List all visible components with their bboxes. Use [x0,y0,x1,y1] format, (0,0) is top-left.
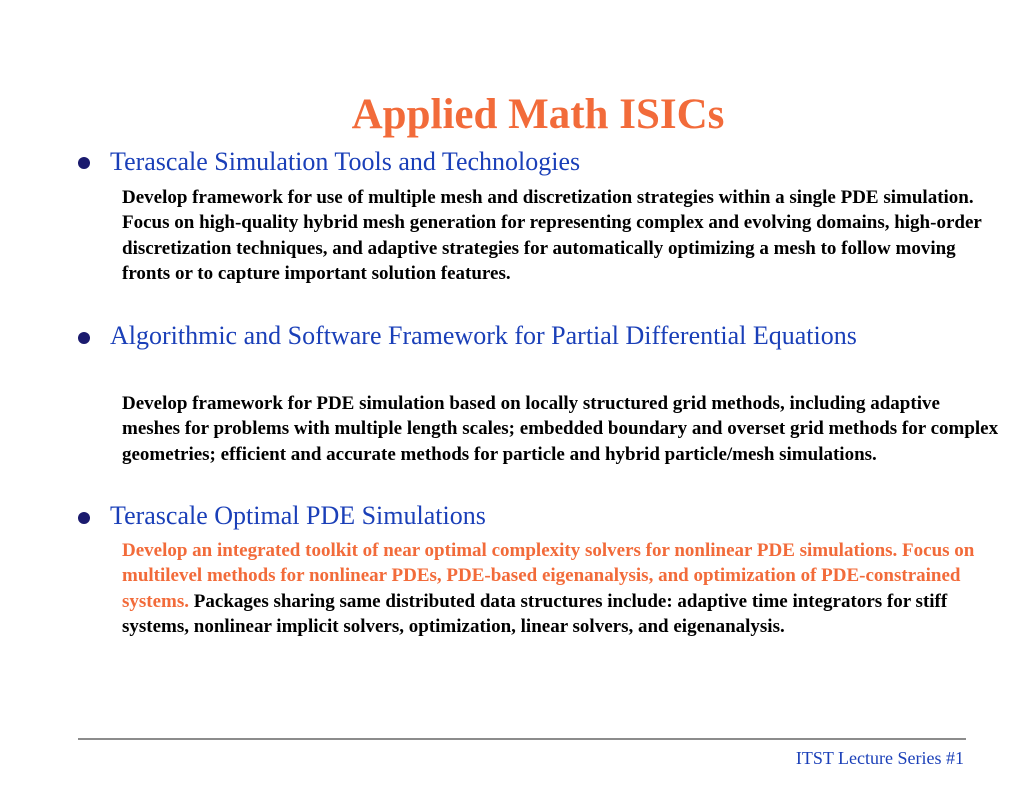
footer-text: ITST Lecture Series #1 [795,748,964,768]
item-heading: Terascale Simulation Tools and Technologies [110,147,581,176]
bullet-dot-icon [78,157,90,169]
item-description-text: Packages sharing same distributed data structures include: adaptive time integrators for stiff systems, nonlinear implicit solvers, optimization, linear solvers, and eigenanalysis. [122,590,948,637]
item-description [122,391,1002,467]
item-heading: Algorithmic and Software Framework for Partial Differential Equations [110,321,857,350]
bullet-dot-icon [78,332,90,344]
bullet-dot-icon [78,512,90,524]
item-description-text: Develop framework for PDE simulation based on locally structured grid methods, including adaptive meshes for problems with multiple length scales; embedded boundary and overset grid methods for complex geometries; efficient and accurate methods for particle and hybrid particle/mesh simulations. [122,393,999,465]
footer-divider [78,738,966,740]
item-description [122,185,1002,286]
item-description-text: Develop framework for use of multiple mesh and discretization strategies within a single PDE simulation. Focus on high-quality hybrid mesh generation for representing complex and evolving domains, high-order discretization techniques, and adaptive strategies for automatically optimizing a mesh to follow moving fronts or to capture important solution features. [122,187,982,284]
slide-title: Applied Math ISICs [351,91,725,138]
item-description [122,538,1002,639]
item-heading: Terascale Optimal PDE Simulations [110,501,486,530]
item-description-highlight: Develop an integrated toolkit of near optimal complexity solvers for nonlinear PDE simulations. Focus on multilevel methods for nonlinear PDEs, PDE-based eigenanalysis, and optimization of PDE-constrained systems. [122,540,975,612]
